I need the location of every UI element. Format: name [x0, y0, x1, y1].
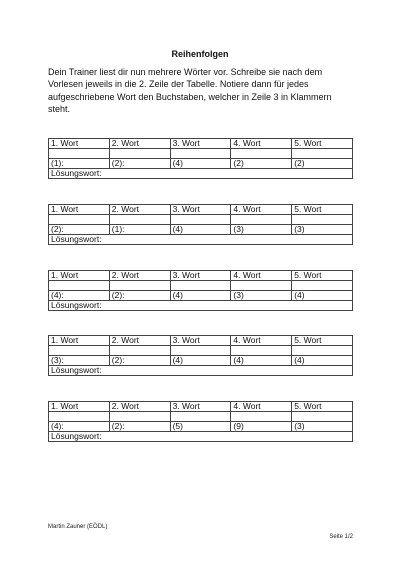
word-table-4 — [48, 335, 353, 376]
word-input-cell[interactable] — [170, 346, 231, 356]
header-cell: 5. Wort — [292, 402, 353, 412]
solution-row — [49, 235, 353, 245]
header-cell: 3. Wort — [170, 139, 231, 149]
letter-hint-cell: (2): — [109, 422, 170, 432]
letter-hint-cell: (2): — [109, 291, 170, 301]
word-input-cell[interactable] — [49, 149, 110, 159]
word-input-cell[interactable] — [109, 149, 170, 159]
letter-hint-row — [49, 356, 353, 366]
letter-hint-row — [49, 291, 353, 301]
word-table-2 — [48, 204, 353, 245]
solution-word-cell[interactable]: Lösungswort: — [49, 169, 353, 179]
word-input-cell[interactable] — [170, 149, 231, 159]
header-cell: 3. Wort — [170, 271, 231, 281]
letter-hint-row — [49, 159, 353, 169]
word-input-cell[interactable] — [231, 215, 292, 225]
word-input-cell[interactable] — [109, 215, 170, 225]
word-input-cell[interactable] — [292, 346, 353, 356]
header-cell: 2. Wort — [109, 336, 170, 346]
header-cell: 1. Wort — [49, 336, 110, 346]
letter-hint-cell: (2): — [49, 225, 110, 235]
word-table-1 — [48, 138, 353, 179]
word-input-cell[interactable] — [49, 412, 110, 422]
word-table-5 — [48, 401, 353, 442]
solution-word-cell[interactable]: Lösungswort: — [49, 301, 353, 311]
header-row — [49, 336, 353, 346]
word-input-row — [49, 281, 353, 291]
word-table-3 — [48, 270, 353, 311]
word-input-cell[interactable] — [292, 412, 353, 422]
header-cell: 5. Wort — [292, 271, 353, 281]
word-input-row — [49, 412, 353, 422]
solution-row — [49, 366, 353, 376]
word-input-cell[interactable] — [292, 149, 353, 159]
header-cell: 2. Wort — [109, 205, 170, 215]
word-input-cell[interactable] — [231, 281, 292, 291]
letter-hint-cell: (2) — [292, 159, 353, 169]
header-cell: 4. Wort — [231, 205, 292, 215]
word-input-cell[interactable] — [170, 412, 231, 422]
word-input-cell[interactable] — [109, 412, 170, 422]
letter-hint-cell: (4) — [170, 356, 231, 366]
word-input-cell[interactable] — [292, 215, 353, 225]
header-row — [49, 205, 353, 215]
letter-hint-cell: (4) — [292, 291, 353, 301]
header-cell: 1. Wort — [49, 139, 110, 149]
header-row — [49, 402, 353, 412]
letter-hint-cell: (4): — [49, 422, 110, 432]
letter-hint-cell: (4) — [170, 291, 231, 301]
letter-hint-cell: (2) — [231, 159, 292, 169]
word-input-cell[interactable] — [170, 215, 231, 225]
page-title: Reihenfolgen — [171, 49, 229, 59]
header-cell: 4. Wort — [231, 402, 292, 412]
letter-hint-row — [49, 225, 353, 235]
solution-word-cell[interactable]: Lösungswort: — [49, 235, 353, 245]
header-cell: 3. Wort — [170, 205, 231, 215]
header-cell: 2. Wort — [109, 402, 170, 412]
solution-word-cell[interactable]: Lösungswort: — [49, 432, 353, 442]
footer-author: Martin Zauner (EÖDL) — [48, 524, 108, 530]
instructions-paragraph: Dein Trainer liest dir nun mehrere Wörter vor. Schreibe sie nach dem Vorlesen jeweils in die 2. Zeile der Tabelle. Notiere dann für jedes aufgeschriebene Wort den Buchstaben, welcher in Zeile 3 in Klammern steht. — [48, 67, 332, 115]
header-cell: 5. Wort — [292, 205, 353, 215]
letter-hint-cell: (1): — [49, 159, 110, 169]
word-input-cell[interactable] — [231, 149, 292, 159]
letter-hint-cell: (3): — [49, 356, 110, 366]
word-input-cell[interactable] — [231, 412, 292, 422]
word-input-cell[interactable] — [109, 281, 170, 291]
letter-hint-cell: (4) — [292, 356, 353, 366]
letter-hint-cell: (1): — [109, 225, 170, 235]
header-cell: 1. Wort — [49, 271, 110, 281]
footer-page-number: Seite 1/2 — [329, 534, 353, 540]
header-row — [49, 271, 353, 281]
letter-hint-cell: (5) — [170, 422, 231, 432]
solution-row — [49, 301, 353, 311]
header-row — [49, 139, 353, 149]
solution-word-cell[interactable]: Lösungswort: — [49, 366, 353, 376]
letter-hint-cell: (2): — [109, 356, 170, 366]
header-cell: 4. Wort — [231, 139, 292, 149]
word-input-cell[interactable] — [109, 346, 170, 356]
letter-hint-cell: (4) — [231, 356, 292, 366]
letter-hint-row — [49, 422, 353, 432]
solution-row — [49, 169, 353, 179]
header-cell: 3. Wort — [170, 402, 231, 412]
letter-hint-cell: (4) — [170, 225, 231, 235]
letter-hint-cell: (3) — [231, 225, 292, 235]
word-input-row — [49, 215, 353, 225]
word-input-cell[interactable] — [170, 281, 231, 291]
word-input-row — [49, 346, 353, 356]
letter-hint-cell: (9) — [231, 422, 292, 432]
header-cell: 3. Wort — [170, 336, 231, 346]
header-cell: 2. Wort — [109, 139, 170, 149]
header-cell: 1. Wort — [49, 205, 110, 215]
word-input-cell[interactable] — [49, 281, 110, 291]
letter-hint-cell: (3) — [292, 422, 353, 432]
header-cell: 5. Wort — [292, 139, 353, 149]
header-cell: 4. Wort — [231, 336, 292, 346]
letter-hint-cell: (3) — [292, 225, 353, 235]
word-input-cell[interactable] — [292, 281, 353, 291]
header-cell: 4. Wort — [231, 271, 292, 281]
letter-hint-cell: (4) — [170, 159, 231, 169]
word-input-cell[interactable] — [49, 215, 110, 225]
letter-hint-cell: (3) — [231, 291, 292, 301]
letter-hint-cell: (4): — [49, 291, 110, 301]
header-cell: 2. Wort — [109, 271, 170, 281]
word-input-row — [49, 149, 353, 159]
header-cell: 1. Wort — [49, 402, 110, 412]
word-input-cell[interactable] — [49, 346, 110, 356]
solution-row — [49, 432, 353, 442]
word-input-cell[interactable] — [231, 346, 292, 356]
header-cell: 5. Wort — [292, 336, 353, 346]
letter-hint-cell: (2): — [109, 159, 170, 169]
